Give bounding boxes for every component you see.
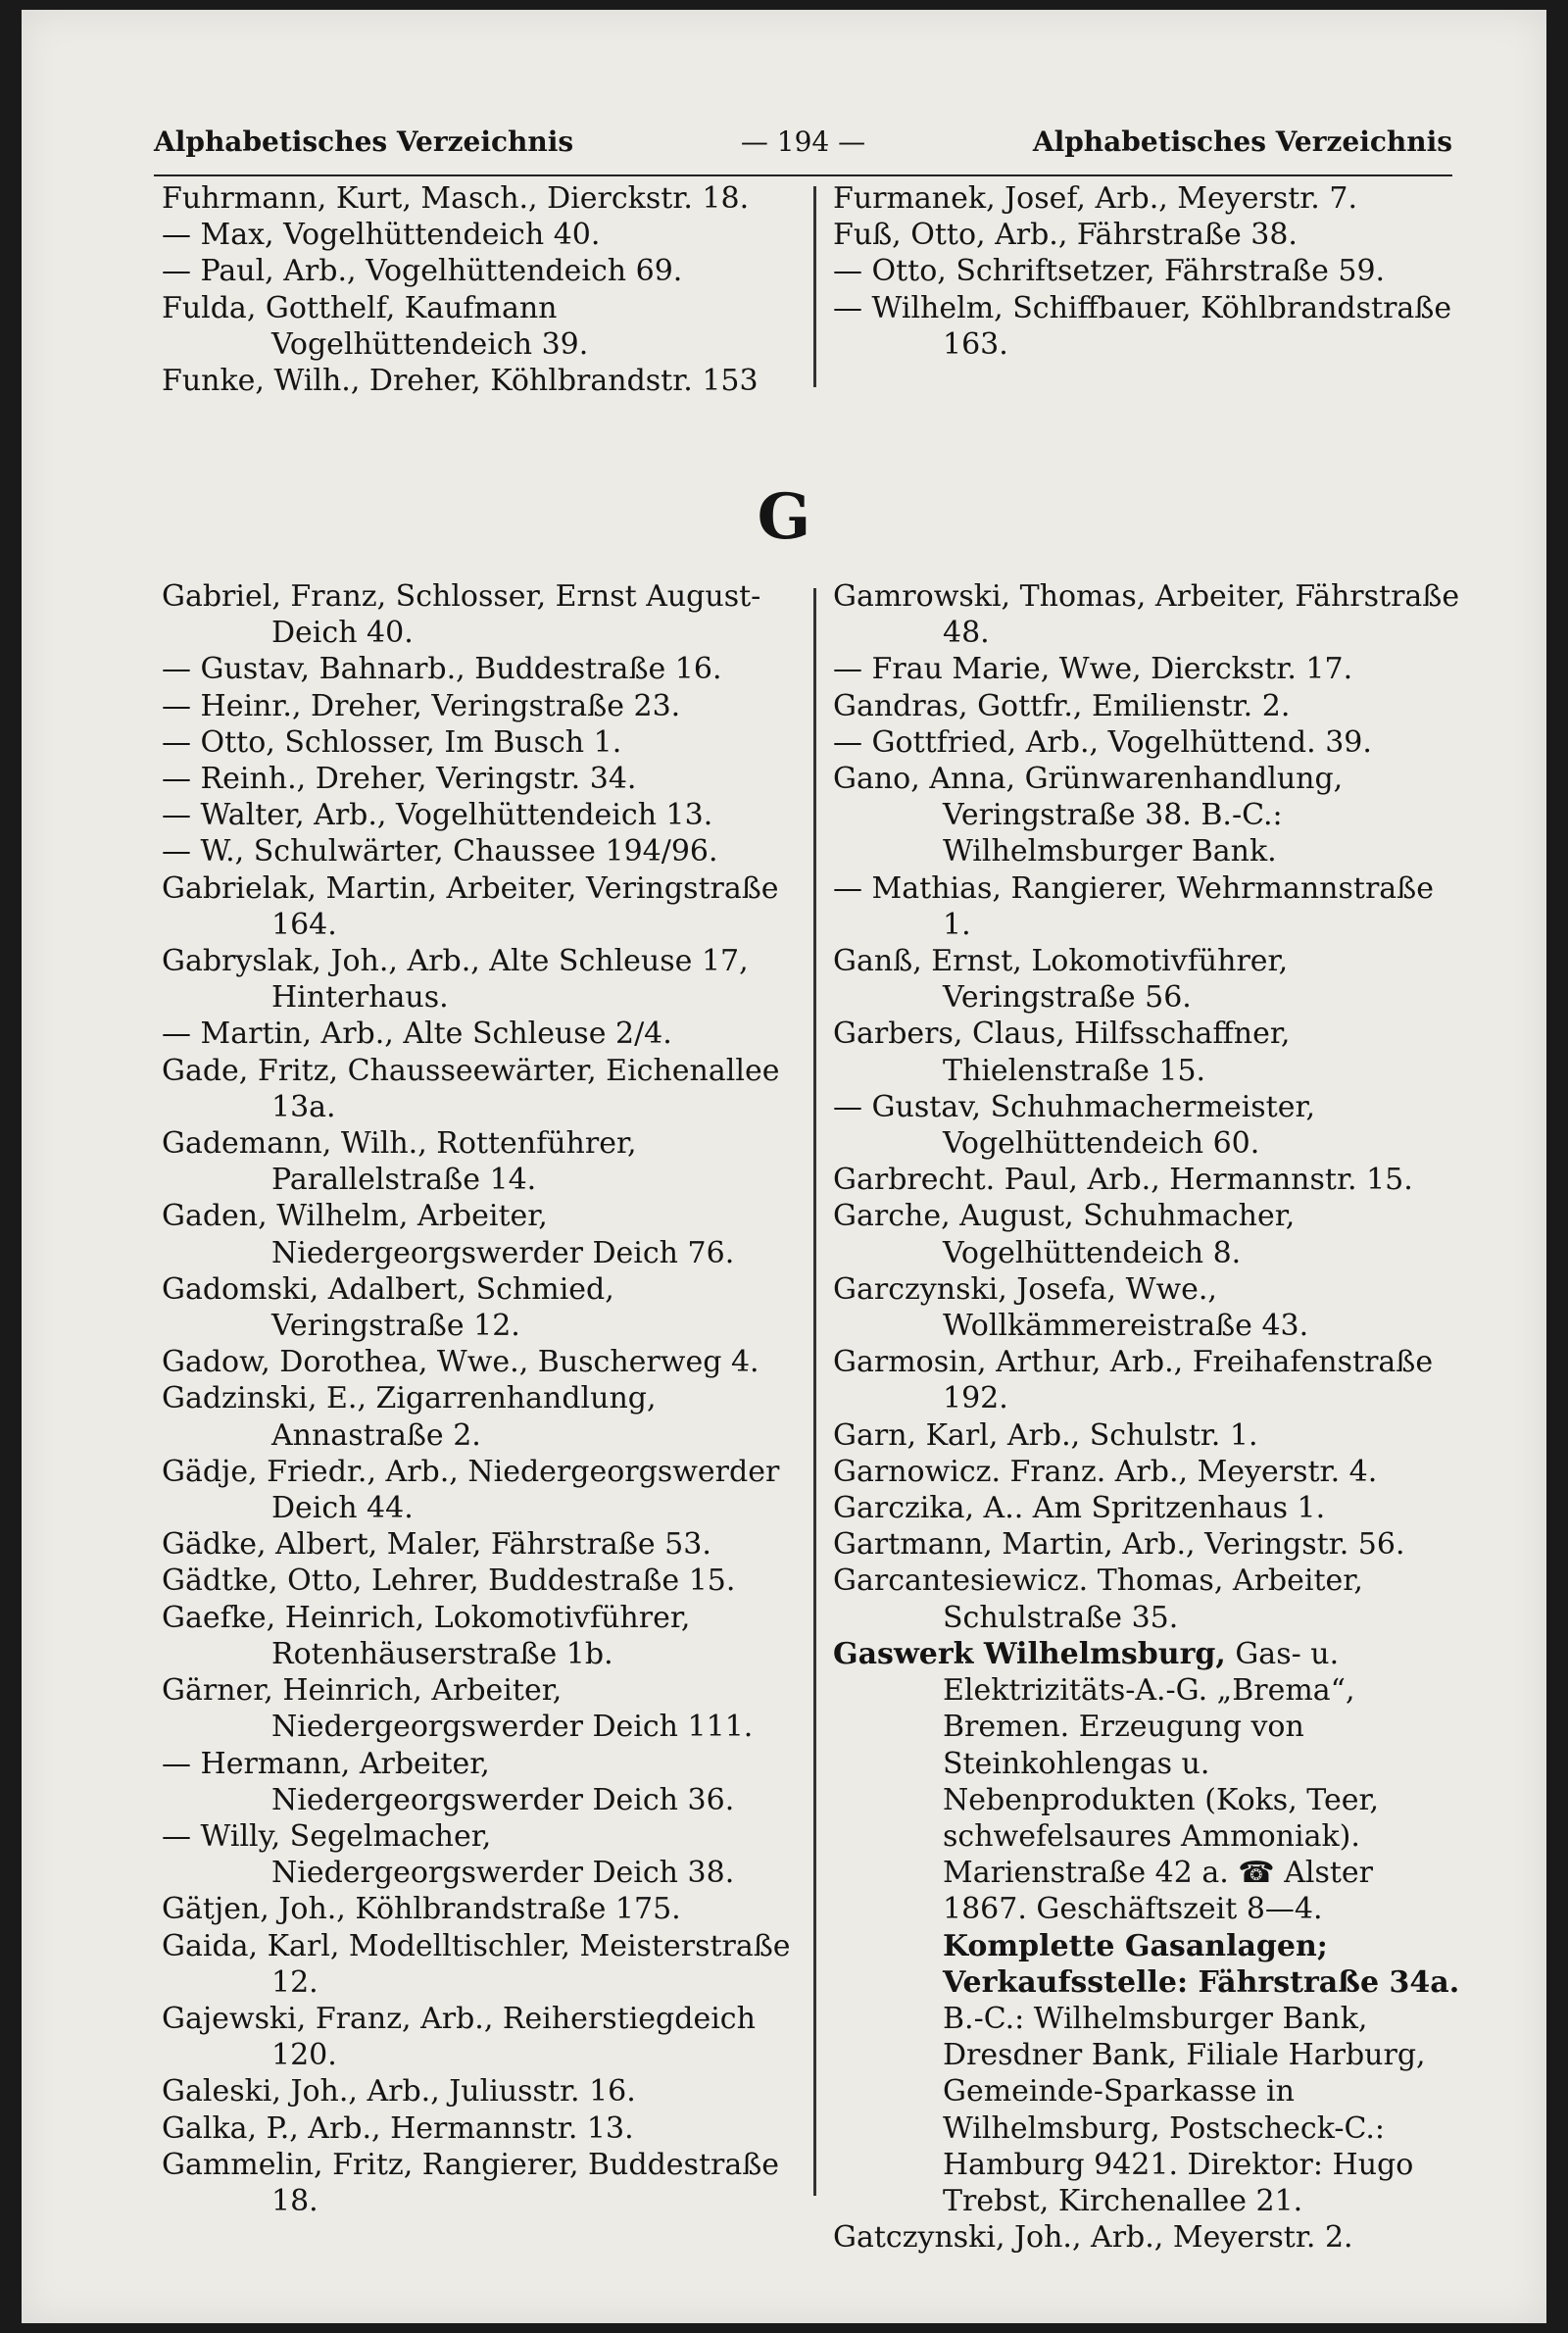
page-header (154, 125, 1452, 165)
list-item: — Paul, Arb., Vogelhüttendeich 69. (162, 254, 683, 289)
list-item: Gandras, Gottfr., Emilienstr. 2. (833, 688, 1291, 723)
header-rule (154, 174, 1452, 176)
list-item: Gadow, Dorothea, Wwe., Buscherweg 4. (162, 1345, 760, 1380)
main-left-column (162, 578, 799, 2219)
list-item: Gätjen, Joh., Köhlbrandstraße 175. (162, 1892, 681, 1927)
list-item: — Reinh., Dreher, Veringstr. 34. (162, 762, 637, 797)
gaswerk-text-2: B.-C.: Wilhelmsburger Bank, Dresdner Bank, Filiale Harburg, Gemeinde-Sparkasse in Wilhelmsburg, Postscheck-C.: Hamburg 9421. Direktor: Hugo Trebst, Kirchenallee 21. (943, 2001, 1426, 2218)
main-right-column (833, 578, 1460, 2256)
top-left-column (162, 180, 799, 399)
list-item: Gademann, Wilh., Rottenführer, Parallelstraße 14. (162, 1126, 637, 1198)
list-item: — Gustav, Bahnarb., Buddestraße 16. (162, 652, 722, 687)
list-item: Garche, August, Schuhmacher, Vogelhüttendeich 8. (833, 1199, 1296, 1270)
list-item: Gano, Anna, Grünwarenhandlung, Veringstraße 38. B.-C.: Wilhelmsburger Bank. (833, 762, 1344, 869)
list-item: Galeski, Joh., Arb., Juliusstr. 16. (162, 2074, 636, 2110)
list-item: — Willy, Segelmacher, Niedergeorgswerder Deich 38. (162, 1818, 735, 1891)
main-column-divider (813, 588, 816, 2196)
list-item: — Heinr., Dreher, Veringstraße 23. (162, 688, 681, 723)
header-left: Alphabetisches Verzeichnis (154, 125, 574, 158)
list-item: — Wilhelm, Schiffbauer, Köhlbrandstraße 163. (833, 290, 1452, 362)
list-item: Gaida, Karl, Modelltischler, Meisterstraße 12. (162, 1928, 791, 2000)
list-item: Gädje, Friedr., Arb., Niedergeorgswerder Deich 44. (162, 1454, 780, 1526)
list-item: Gade, Fritz, Chausseewärter, Eichenallee 13a. (162, 1053, 780, 1124)
gaswerk-entry (833, 1636, 1460, 2219)
list-item: — Gustav, Schuhmachermeister, Vogelhüttendeich 60. (833, 1089, 1316, 1162)
list-item: Gadzinski, E., Zigarrenhandlung, Annastraße 2. (162, 1381, 657, 1453)
list-item: Gädke, Albert, Maler, Fährstraße 53. (162, 1527, 711, 1563)
top-column-divider (813, 186, 816, 387)
section-letter: G (757, 480, 811, 554)
list-item: — Martin, Arb., Alte Schleuse 2/4. (162, 1017, 672, 1052)
list-item: — Walter, Arb., Vogelhüttendeich 13. (162, 798, 713, 833)
list-item: Gabrielak, Martin, Arbeiter, Veringstraße 164. (162, 870, 779, 942)
list-item: Garmosin, Arthur, Arb., Freihafenstraße 192. (833, 1345, 1434, 1416)
gaswerk-name: Gaswerk Wilhelmsburg, (833, 1636, 1226, 1671)
list-item: Gadomski, Adalbert, Schmied, Veringstraße 12. (162, 1271, 614, 1344)
header-right: Alphabetisches Verzeichnis (1032, 125, 1452, 158)
list-item: Gabriel, Franz, Schlosser, Ernst August-Deich 40. (162, 579, 761, 651)
list-item: Gammelin, Fritz, Rangierer, Buddestraße 18. (162, 2147, 780, 2218)
list-item: — Otto, Schlosser, Im Busch 1. (162, 724, 622, 760)
list-item: — Max, Vogelhüttendeich 40. (162, 218, 601, 253)
list-item: Gajewski, Franz, Arb., Reiherstiegdeich 120. (162, 2001, 756, 2073)
list-item: — Mathias, Rangierer, Wehrmannstraße 1. (833, 870, 1434, 942)
list-item: Garbers, Claus, Hilfsschaffner, Thielenstraße 15. (833, 1017, 1291, 1088)
list-item: Garcantesiewicz. Thomas, Arbeiter, Schulstraße 35. (833, 1564, 1363, 1635)
list-item: Gatczynski, Joh., Arb., Meyerstr. 2. (833, 2220, 1353, 2256)
gaswerk-text: Gas- u. Elektrizitäts-A.-G. „Brema“, Bremen. Erzeugung von Steinkohlengas u. Nebenprodukten (Koks, Teer, schwefelsaures Ammoniak). Marienstraße 42 a. ☎ Alster 1867. Geschäftszeit 8—4. (943, 1636, 1380, 1927)
list-item: Garczynski, Josefa, Wwe., Wollkämmereistraße 43. (833, 1271, 1309, 1344)
list-item: — W., Schulwärter, Chaussee 194/96. (162, 834, 718, 869)
list-item: Gamrowski, Thomas, Arbeiter, Fährstraße 48. (833, 579, 1460, 651)
list-item: Garczika, A.. Am Spritzenhaus 1. (833, 1491, 1326, 1526)
list-item: — Gottfried, Arb., Vogelhüttend. 39. (833, 724, 1372, 760)
list-item: Gaefke, Heinrich, Lokomotivführer, Rotenhäuserstraße 1b. (162, 1600, 691, 1671)
gaswerk-bold-text: Komplette Gasanlagen; Verkaufsstelle: Fährstraße 34a. (943, 1928, 1460, 2000)
list-item: Garnowicz. Franz. Arb., Meyerstr. 4. (833, 1454, 1378, 1489)
list-item: Gädtke, Otto, Lehrer, Buddestraße 15. (162, 1564, 736, 1599)
list-item: Gartmann, Martin, Arb., Veringstr. 56. (833, 1527, 1405, 1563)
list-item: Gaden, Wilhelm, Arbeiter, Niedergeorgswerder Deich 76. (162, 1199, 735, 1270)
list-item: Funke, Wilh., Dreher, Köhlbrandstr. 153 (162, 364, 759, 399)
list-item: Fuß, Otto, Arb., Fährstraße 38. (833, 218, 1298, 253)
list-item: Garn, Karl, Arb., Schulstr. 1. (833, 1417, 1258, 1453)
list-item: — Frau Marie, Wwe, Dierckstr. 17. (833, 652, 1353, 687)
list-item: Fuhrmann, Kurt, Masch., Dierckstr. 18. (162, 181, 750, 216)
list-item: Garbrecht. Paul, Arb., Hermannstr. 15. (833, 1163, 1413, 1198)
list-item: Ganß, Ernst, Lokomotivführer, Veringstraße 56. (833, 944, 1289, 1016)
directory-page (22, 10, 1546, 2323)
list-item: Gärner, Heinrich, Arbeiter, Niedergeorgswerder Deich 111. (162, 1673, 754, 1745)
page-number: — 194 — (740, 125, 866, 158)
list-item: Galka, P., Arb., Hermannstr. 13. (162, 2110, 634, 2146)
top-right-column (833, 180, 1460, 363)
list-item: Furmanek, Josef, Arb., Meyerstr. 7. (833, 181, 1358, 216)
list-item: — Otto, Schriftsetzer, Fährstraße 59. (833, 254, 1386, 289)
list-item: Fulda, Gotthelf, Kaufmann Vogelhüttendeich 39. (162, 290, 589, 362)
list-item: — Hermann, Arbeiter, Niedergeorgswerder Deich 36. (162, 1746, 735, 1817)
list-item: Gabryslak, Joh., Arb., Alte Schleuse 17, Hinterhaus. (162, 944, 749, 1016)
